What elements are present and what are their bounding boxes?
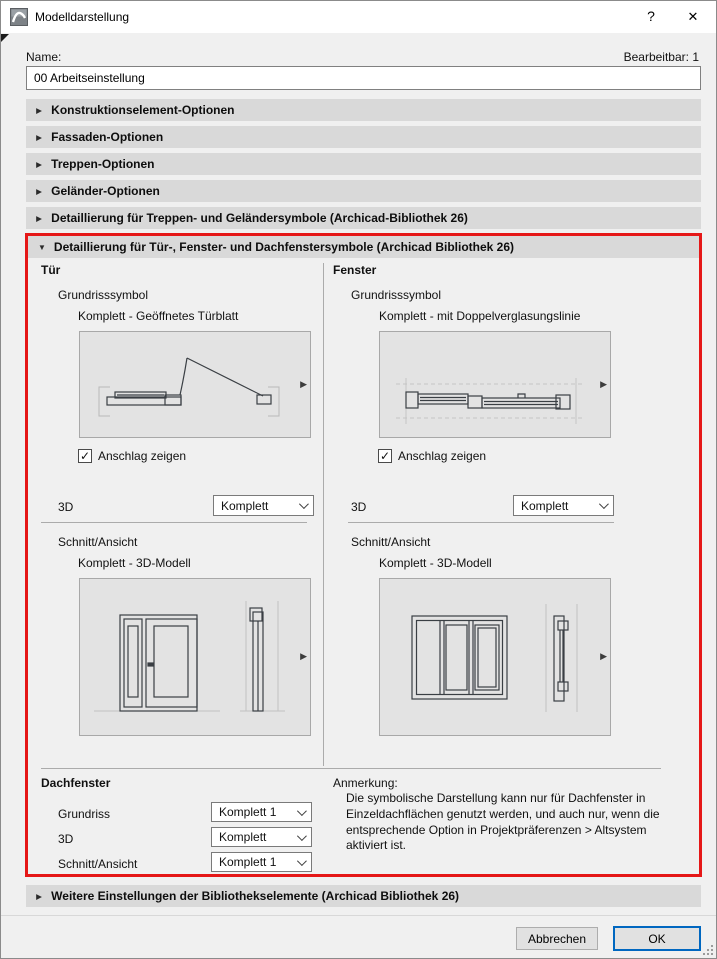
app-icon <box>10 8 28 26</box>
window-3d-label: 3D <box>351 500 367 514</box>
skylight-schnitt-dropdown[interactable]: Komplett 1 <box>211 852 312 872</box>
skylight-3d-label: 3D <box>58 832 74 846</box>
name-input[interactable] <box>26 66 701 90</box>
door-elevation-guides <box>94 601 285 711</box>
door-separator <box>41 522 307 523</box>
door-anschlag-checkbox-row <box>78 449 186 463</box>
skylight-grundriss-label: Grundriss <box>58 807 111 821</box>
accordion-weitere-einstellungen[interactable]: ▶ Weitere Einstellungen der Bibliothekselemente (Archicad Bibliothek 26) <box>26 885 701 907</box>
window-elevation-guides <box>546 604 577 712</box>
panel-flyout-triangle-icon <box>1 34 9 42</box>
door-3d-dropdown[interactable]: Komplett <box>213 495 314 516</box>
window-column-title: Fenster <box>333 263 377 277</box>
skylight-3d-dropdown[interactable]: Komplett <box>211 827 312 847</box>
chevron-right-icon: ▶ <box>36 105 43 115</box>
door-plan-group-label: Grundrisssymbol <box>58 288 149 302</box>
window-plan-option-label: Komplett - mit Doppelverglasungslinie <box>379 309 581 323</box>
door-elevation-symbol <box>120 608 263 711</box>
dropdown-chevron-icon <box>297 856 307 866</box>
door-plan-guides <box>99 387 279 416</box>
door-plan-symbol <box>107 358 271 405</box>
footer-divider <box>1 915 717 916</box>
chevron-right-icon: ▶ <box>36 132 43 142</box>
skylight-title: Dachfenster <box>41 776 111 790</box>
skylight-schnitt-label: Schnitt/Ansicht <box>58 857 138 871</box>
window-section-option-label: Komplett - 3D-Modell <box>379 556 492 570</box>
window-separator <box>348 522 614 523</box>
door-section-option-label: Komplett - 3D-Modell <box>78 556 191 570</box>
window-plan-group-label: Grundrisssymbol <box>351 288 442 302</box>
chevron-right-icon: ▶ <box>36 891 43 901</box>
door-section-group-label: Schnitt/Ansicht <box>58 535 138 549</box>
titlebar <box>1 1 716 33</box>
close-icon[interactable]: ✕ <box>687 9 699 24</box>
help-icon[interactable]: ? <box>647 8 655 24</box>
door-anschlag-label: Anschlag zeigen <box>98 449 187 463</box>
accordion-gelaender[interactable]: ▶ Geländer-Optionen <box>26 180 701 202</box>
flyout-arrow-icon[interactable]: ▶ <box>600 651 607 661</box>
editable-count-label: Bearbeitbar: 1 <box>623 50 699 64</box>
accordion-treppen[interactable]: ▶ Treppen-Optionen <box>26 153 701 175</box>
door-section-preview[interactable] <box>79 578 311 736</box>
chevron-right-icon: ▶ <box>36 159 43 169</box>
flyout-arrow-icon[interactable]: ▶ <box>300 651 307 661</box>
door-plan-option-label: Komplett - Geöffnetes Türblatt <box>78 309 239 323</box>
chevron-right-icon: ▶ <box>36 186 43 196</box>
window-plan-symbol <box>406 392 570 409</box>
window-anschlag-checkbox-row <box>378 449 486 463</box>
accordion-detaillierung-treppen[interactable]: ▶ Detaillierung für Treppen- und Geländersymbole (Archicad-Bibliothek 26) <box>26 207 701 229</box>
window-section-preview[interactable] <box>379 578 611 736</box>
checkbox-checked-icon[interactable]: ✓ <box>379 449 391 463</box>
name-label: Name: <box>26 50 62 64</box>
checkbox-checked-icon[interactable]: ✓ <box>79 449 91 463</box>
accordion-detaillierung-tuer-fenster[interactable]: ▼ Detaillierung für Tür-, Fenster- und Dachfenstersymbole (Archicad Bibliothek 26) <box>28 236 699 258</box>
window-3d-dropdown[interactable]: Komplett <box>513 495 614 516</box>
accordion-fassaden[interactable]: ▶ Fassaden-Optionen <box>26 126 701 148</box>
window-title: Modelldarstellung <box>35 10 130 24</box>
door-column-title: Tür <box>41 263 61 277</box>
window-elevation-symbol <box>412 616 568 701</box>
skylight-separator <box>41 768 661 769</box>
door-plan-preview[interactable] <box>79 331 311 438</box>
cancel-button[interactable]: Abbrechen <box>516 927 598 950</box>
flyout-arrow-icon[interactable]: ▶ <box>300 379 307 389</box>
dropdown-chevron-icon <box>299 499 309 509</box>
door-3d-label: 3D <box>58 500 74 514</box>
skylight-grundriss-dropdown[interactable]: Komplett 1 <box>211 802 312 822</box>
window-anschlag-label: Anschlag zeigen <box>398 449 487 463</box>
ok-button[interactable]: OK <box>613 926 701 951</box>
chevron-down-icon: ▼ <box>38 242 46 252</box>
dropdown-chevron-icon <box>599 499 609 509</box>
dropdown-chevron-icon <box>297 831 307 841</box>
resize-grip[interactable] <box>703 945 713 955</box>
note-body: Die symbolische Darstellung kann nur für Dachfenster in Einzeldachflächen genutzt werden, und auch nur, wenn die entsprechende Option in Projektpräferenzen > Altsystem aktiviert ist. <box>346 791 660 853</box>
flyout-arrow-icon[interactable]: ▶ <box>600 379 607 389</box>
dropdown-chevron-icon <box>297 806 307 816</box>
note-title: Anmerkung: <box>333 776 398 790</box>
chevron-right-icon: ▶ <box>36 213 43 223</box>
accordion-konstruktionselement[interactable]: ▶ Konstruktionselement-Optionen <box>26 99 701 121</box>
window-plan-preview[interactable] <box>379 331 611 438</box>
column-divider <box>323 263 324 766</box>
window-section-group-label: Schnitt/Ansicht <box>351 535 431 549</box>
